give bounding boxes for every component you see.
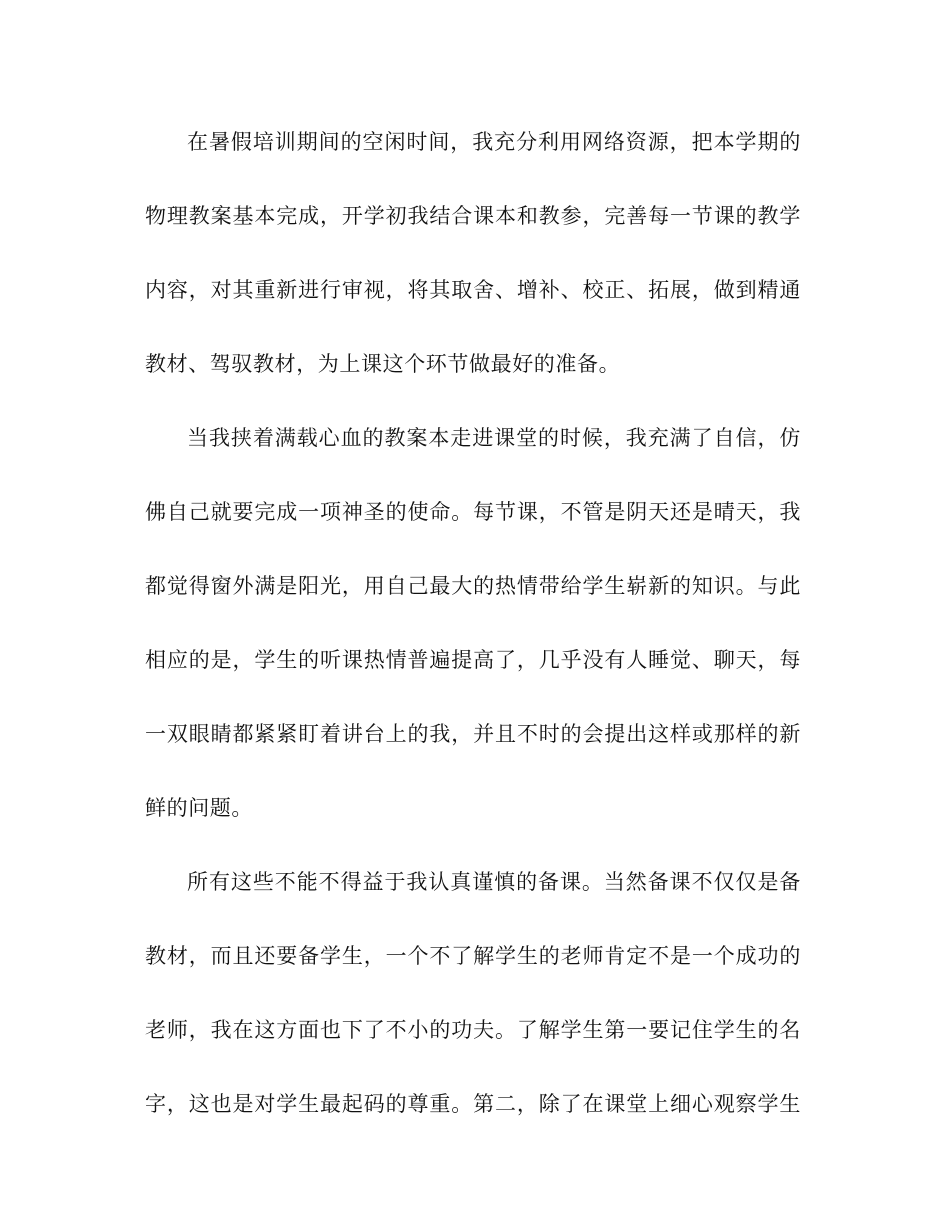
text-line: 一双眼睛都紧紧盯着讲台上的我，并且不时的会提出这样或那样的新 xyxy=(145,722,801,746)
text-line: 内容，对其重新进行审视，将其取舍、增补、校正、拓展，做到精通 xyxy=(145,278,801,302)
paragraph-3 xyxy=(145,862,801,1158)
text-line: 教材，而且还要备学生，一个不了解学生的老师肯定不是一个成功的 xyxy=(145,944,801,968)
text-line: 老师，我在这方面也下了不小的功夫。了解学生第一要记住学生的名 xyxy=(145,1018,801,1042)
text-line: 所有这些不能不得益于我认真谨慎的备课。当然备课不仅仅是备 xyxy=(187,870,801,894)
text-line: 相应的是，学生的听课热情普遍提高了，几乎没有人睡觉、聊天，每 xyxy=(145,648,801,672)
text-line: 当我挟着满载心血的教案本走进课堂的时候，我充满了自信，仿 xyxy=(187,426,801,450)
document-body xyxy=(145,122,801,1158)
paragraph-1 xyxy=(145,122,801,418)
paragraph-2 xyxy=(145,418,801,862)
text-line: 字，这也是对学生最起码的尊重。第二，除了在课堂上细心观察学生 xyxy=(145,1092,801,1116)
text-line: 佛自己就要完成一项神圣的使命。每节课，不管是阴天还是晴天，我 xyxy=(145,500,801,524)
text-line: 教材、驾驭教材，为上课这个环节做最好的准备。 xyxy=(145,352,621,376)
text-line: 鲜的问题。 xyxy=(145,796,253,820)
text-line: 都觉得窗外满是阳光，用自己最大的热情带给学生崭新的知识。与此 xyxy=(145,574,801,598)
text-line: 在暑假培训期间的空闲时间，我充分利用网络资源，把本学期的 xyxy=(187,130,801,154)
text-line: 物理教案基本完成，开学初我结合课本和教参，完善每一节课的教学 xyxy=(145,204,801,228)
